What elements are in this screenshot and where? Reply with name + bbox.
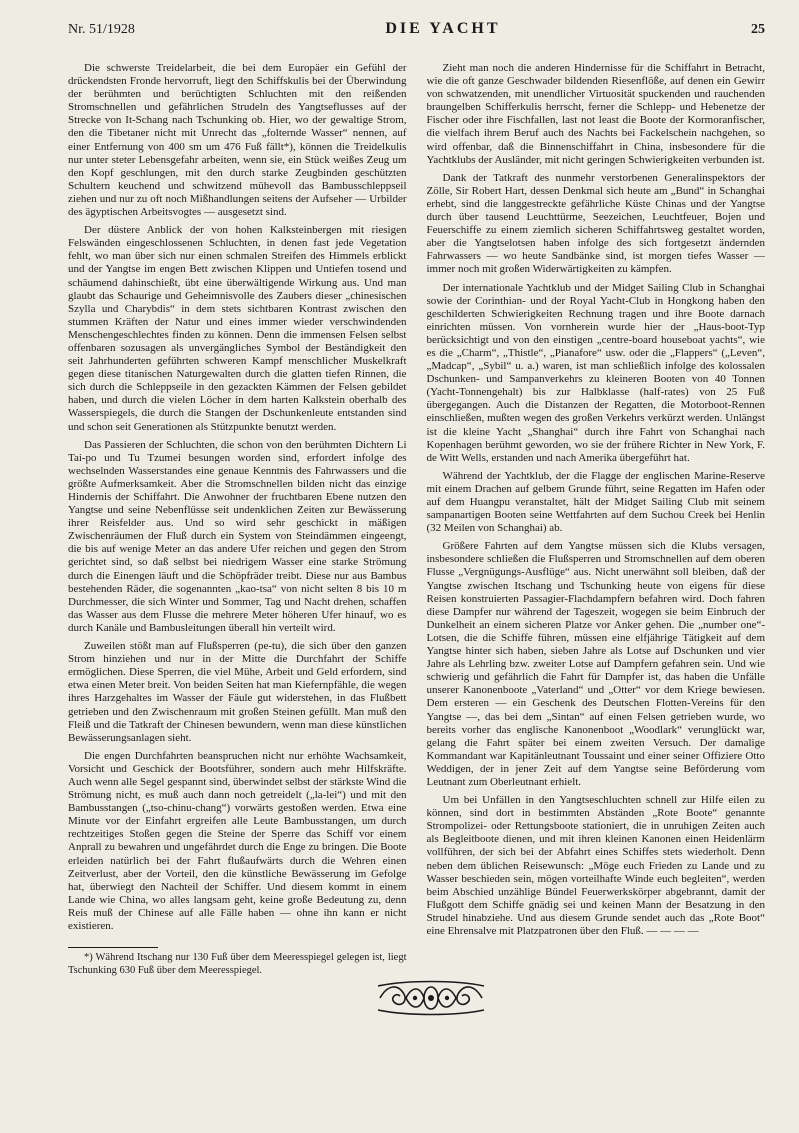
- paragraph: Die engen Durchfahrten beanspruchen nicht nur erhöhte Wachsamkeit, Vorsicht und Geschick der Bootsführer, sondern auch mehr Hilfskräfte. Auch wenn alle Segel gespannt sind, überwindet selbst der stärkste Wind die Strömung nicht, es muß auch dann noch getreidelt („la-lei“) und mit den Bambusstangen („tso-chinu-chang“) vorwärts gestoßen werden. Etwa eine Minute vor der Einfahrt ergreifen alle Leute Bambusstangen, um durch rechtzeitiges Stoßen gegen die Steine der Sperre das Schiff vor einem Anprall zu bewahren und ungefährdet durch die Enge zu bringen. Die Boote erleiden natürlich bei der Fahrt flußaufwärts durch die Wehren einen Zeitverlust, aber der Vorteil, den die künstliche Bewässerung im Gefolge hat, überwiegt den Nachteil der Schiffer. Und diesem kommt in einem Lande wie China, wo alles langsam geht, keine große Bedeutung zu, denn Reis muß der Chinese auf alle Fälle haben — ohne ihn kann er nicht existieren.: [68, 749, 407, 932]
- paragraph: Die schwerste Treidelarbeit, die bei dem Europäer ein Gefühl der drückendsten Fronde hervorruft, liegt den Schiffskulis bei der Überwindung der berühmten und berüchtigten Schluchten mit den reißenden Stromschnellen und gefährlichen Strudeln des Yangtseflusses auf der Strecke von It-Schang nach Tschunking ob. Hier, wo der gewaltige Strom, den die Tibetaner nicht mit Unrecht das „folternde Wasser“ nennen, auf einer Entfernung von 400 sm um 476 Fuß fällt*), können die Treidelkulis nur unter steter Lebensgefahr arbeiten, wenn sie, ein Stück weißes Zeug um den Kopf geschlungen, mit den durch starke Zeugbinden geschützten Schultern keuchend und schwitzend mühevoll das Bambusschleppseil ziehen und nur zu oft noch Mißhandlungen seitens der Aufseher — Urbilder des ägyptischen Arbeitsvogtes — ausgesetzt sind.: [68, 62, 407, 219]
- paragraph: Der düstere Anblick der von hohen Kalksteinbergen mit riesigen Felswänden eingeschlossenen Schluchten, in denen fast jede Vegetation fehlt, wo man über sich nur einen schmalen Streifen des Himmels erblickt und der Yangtse im engen Bett zwischen Klippen und Untiefen tosend und schäumend dahinschießt, übt eine überwältigende Wirkung aus. Und man glaubt das Schaurige und Geheimnisvolle des Zaubers dieser „chinesischen Szylla und Charybdis“ in dem stets sichtbaren Kontrast zwischen den stummen Kräften der Natur und eines immer wieder verschwindenden Menschengeschlechtes finden zu können. Denn die immensen Felsen selbst offenbaren sozusagen als unvergängliches Symbol der Beständigkeit den seit Jahrhunderten geführten schweren Kampf menschlicher Muskelkraft gegen diese titanischen Naturgewalten durch die glatten tiefen Rinnen, die sich durch die Schleppseile in den gezackten Kämmen der Felsen gebildet haben, und durch die vielen Löcher in dem harten Kalkstein oberhalb des Wasserspiegels, die durch die Stangen der Dschunkenleute entstanden sind und schon seit Generationen als Stützpunkte benutzt werden.: [68, 224, 407, 433]
- decorative-vignette-icon: [376, 980, 486, 1016]
- paragraph: Während der Yachtklub, der die Flagge der englischen Marine-Reserve mit einem Drachen auf gelbem Grunde führt, seine Regatten im Hafen oder auf dem Huangpu veranstaltet, hält der Midget Sailing Club mit seinem sampanartigen Booten seine Wettfahrten auf dem Suchou Creek bei Henlin (32 Meilen von Schanghai) ab.: [426, 469, 765, 535]
- paragraph: Größere Fahrten auf dem Yangtse müssen sich die Klubs versagen, insbesondere schließen die Flußsperren und Stromschnellen auf dem oberen Flusse „Vergnügungs-Ausflüge“ aus. Nicht unerwähnt soll bleiben, daß der Yangtse zwischen Itschang und Tschunking heute von eigens für diese Reisen konstruierten Passagier-Flachdampfern befahren wird. Doch fahren diese Dampfer nur während der Tageszeit, wogegen sie beim Einbruch der Dunkelheit an einem sicheren Platze vor Anker gehen. Die „number one“-Lotsen, die die Schiffe führen, müssen eine elfjährige Tätigkeit auf dem Yangtse hinter sich haben, sieben Jahre als Lotse auf Dschunken und vier Jahre als Lehrling bzw. zweiter Lotse auf Dampfern gefahren sein. Und wie schwierig und gefährlich die Fahrt für Dampfer ist, das haben die Unfälle unserer Kanonenboote „Vaterland“ und „Otter“ vor dem Kriege bewiesen. Dem ersteren — ein Geschenk des Deutschen Flotten-Vereins für den Yangtse —, das bei dem „Sintan“ auf einen Felsen getrieben wurde, wo bereits vorher das englische Kanonenboot „Woodlark“ verunglückt war, gelang die Fahrt später bei einem zweiten Versuch. Der damalige Kommandant war Kapitänleutnant Toussaint und einer seiner Offiziere Otto Weddigen, der in jener Zeit auf dem Yangtse seine Beförderung vom Leutnant zum Oberleutnant erhielt.: [426, 540, 765, 788]
- magazine-title: DIE YACHT: [385, 20, 501, 37]
- paragraph: Zieht man noch die anderen Hindernisse für die Schiffahrt in Betracht, wie die oft ganze Geschwader bildenden Riesenflöße, auf denen ein Gewirr von schwatzenden, mit unendlicher Virtuosität spuckenden und rauchenden braungelben Schifferkulis herrscht, ferner die Schlepp- und Hebenetze der Fischer oder ihre Fischfallen, last not least die Boote der Kormoranfischer, die vielfach ihrem Beruf auch des Nachts bei Fackelschein nachgehen, so wird offenbar, daß die Binnenschiffahrt in China, insbesondere für die Yachtklubs der Ausländer, mit nicht geringen Schwierigkeiten verbunden ist.: [426, 62, 765, 166]
- footnote-divider: [68, 947, 158, 948]
- footnote: *) Während Itschang nur 130 Fuß über dem Meeresspiegel gelegen ist, liegt Tschunking 630 Fuß über dem Meeresspiegel.: [68, 952, 407, 976]
- right-column: [427, 62, 766, 982]
- paragraph: Das Passieren der Schluchten, die schon von den berühmten Dichtern Li Tai-po und Tu Tzumei besungen worden sind, erfordert infolge des wechselnden Wasserstandes eine genaue Kenntnis des Fahrwassers und die größte Aufmerksamkeit. Aber die Stromschnellen bilden nicht das einzige Hindernis der Schiffahrt. Die Anwohner der fruchtbaren Ebene nutzen den Yangtse und seine Nebenflüsse seit undenklichen Zeiten zur Bewässerung ihrer Reisfelder aus. Und so wird sehr geschickt in mäßigen Zwischenräumen der Fluß durch ein System von Steindämmen eingeengt, die bis auf wenige Meter an das andere Ufer reichen und gegen den Strom gerichtet sind, so daß selbst bei niedrigem Wasser eine starke Strömung durch die Einengen läuft und die Schöpfräder treibt. Diese nur aus Bambus bestehenden Räder, die sogenannten „kao-tsa“ von nicht selten 8 bis 10 m Durchmesser, die sich Winter und Sommer, Tag und Nacht drehen, schaffen das Wasser aus dem Flusse die mehrere Meter höheren Ufer hinauf, wo es durch Kanäle und Bambusleitungen überall hin verteilt wird.: [68, 438, 407, 634]
- article-body: [68, 62, 765, 982]
- page-number: 25: [751, 22, 765, 37]
- page-header: [68, 20, 765, 46]
- paragraph: Zuweilen stößt man auf Flußsperren (pe-tu), die sich über den ganzen Strom hinziehen und nur in der Mitte die Durchfahrt der Schiffe ermöglichen. Diese Sperren, die viel Mühe, Arbeit und Geld erfordern, sind etwa einen Meter breit. Von beiden Seiten hat man Kiefernpfähle, die wegen ihres Harzgehaltes im Wasser der Fäule gut widerstehen, in das Flußbett getrieben und den Zwischenraum mit großen Steinen gefüllt. Man muß den Fleiß und die Tatkraft der Chinesen bewundern, wenn man diese künstlichen Bewässerungsanlagen sieht.: [68, 640, 407, 744]
- paragraph: Der internationale Yachtklub und der Midget Sailing Club in Schanghai sowie der Corinthian- und der Royal Yacht-Club in Hongkong haben den geschilderten Schwierigkeiten Rechnung tragen und ihre Boote darnach einrichten müssen. Von vornherein wurde hier der „Haus-boot-Typ berücksichtigt und von den einstigen „centre-board houseboat yachts“, wie es die „Charm“, „Thistle“, „Pianafore“ usw. oder die „Flappers“ („Leven“, „Madcap“, „Sybil“ u. a.) waren, ist man schließlich infolge des kolossalen Dschunken- und Sampanverkehrs zu kleineren Booten von 40 Tonnen (Yacht-Tonnengehalt) bis zur Halbklasse (half-rates) von 25 Fuß übergegangen. Auch die Distanzen der Regatten, die Motorboot-Rennen einschließen, mußten wegen des großen Verkehrs verkürzt werden. Unlängst ist die kleine Yacht „Shanghai“ durch ihre Fahrt von Schanghai nach Kopenhagen berühmt geworden, wo sie der frühere Richter in New York, F. de Witt Wells, erstanden und nach Amerika übergeführt hat.: [426, 281, 765, 464]
- left-column: [68, 62, 407, 982]
- issue-number: Nr. 51/1928: [68, 22, 135, 37]
- paragraph: Dank der Tatkraft des nunmehr verstorbenen Generalinspektors der Zölle, Sir Robert Hart, dessen Denkmal sich heute am „Bund“ in Schanghai erhebt, sind die langgestreckte gefährliche Küste Chinas und der Yangtse durch über tausend Leuchttürme, Seezeichen, Leuchtfeuer, Bojen und Feuerschiffe zu einem ziemlich sicheren Schiffahrtsweg gestaltet worden, aber die Yangtselotsen haben infolge des sich fortgesetzt ändernden Fahrwassers — wo heute Sandbänke sind, ist morgen tiefes Wasser — immer noch mit großen Widerwärtigkeiten zu kämpfen.: [426, 171, 765, 276]
- paragraph: Um bei Unfällen in den Yangtseschluchten schnell zur Hilfe eilen zu können, sind dort in bestimmten Abständen „Rote Boote“ genannte Strompolizei- oder Rettungsboote stationiert, die in unruhigen Zeiten auch als Begleitboote dienen, und mit ihren kleinen Kanonen einen Heidenlärm vollführen, der sich bei der Abfahrt eines Schiffes stets wiederholt. Denn neben dem üblichen Reisewunsch: „Möge euch Frieden zu Lande und zu Wasser beschieden sein, mögen vorteilhafte Winde euch begleiten“, werden beim Abschied unzählige Bündel Feuerwerkskörper abgebrannt, damit der Flußgott dem Schiffe gnädig sei und keinen Mann der Besatzung in den Strudel hinabziehe. Und aus diesem Grunde sendet auch das „Rote Boot“ eine Ehrensalve mit Platzpatronen über den Fluß. — — — —: [426, 794, 765, 937]
